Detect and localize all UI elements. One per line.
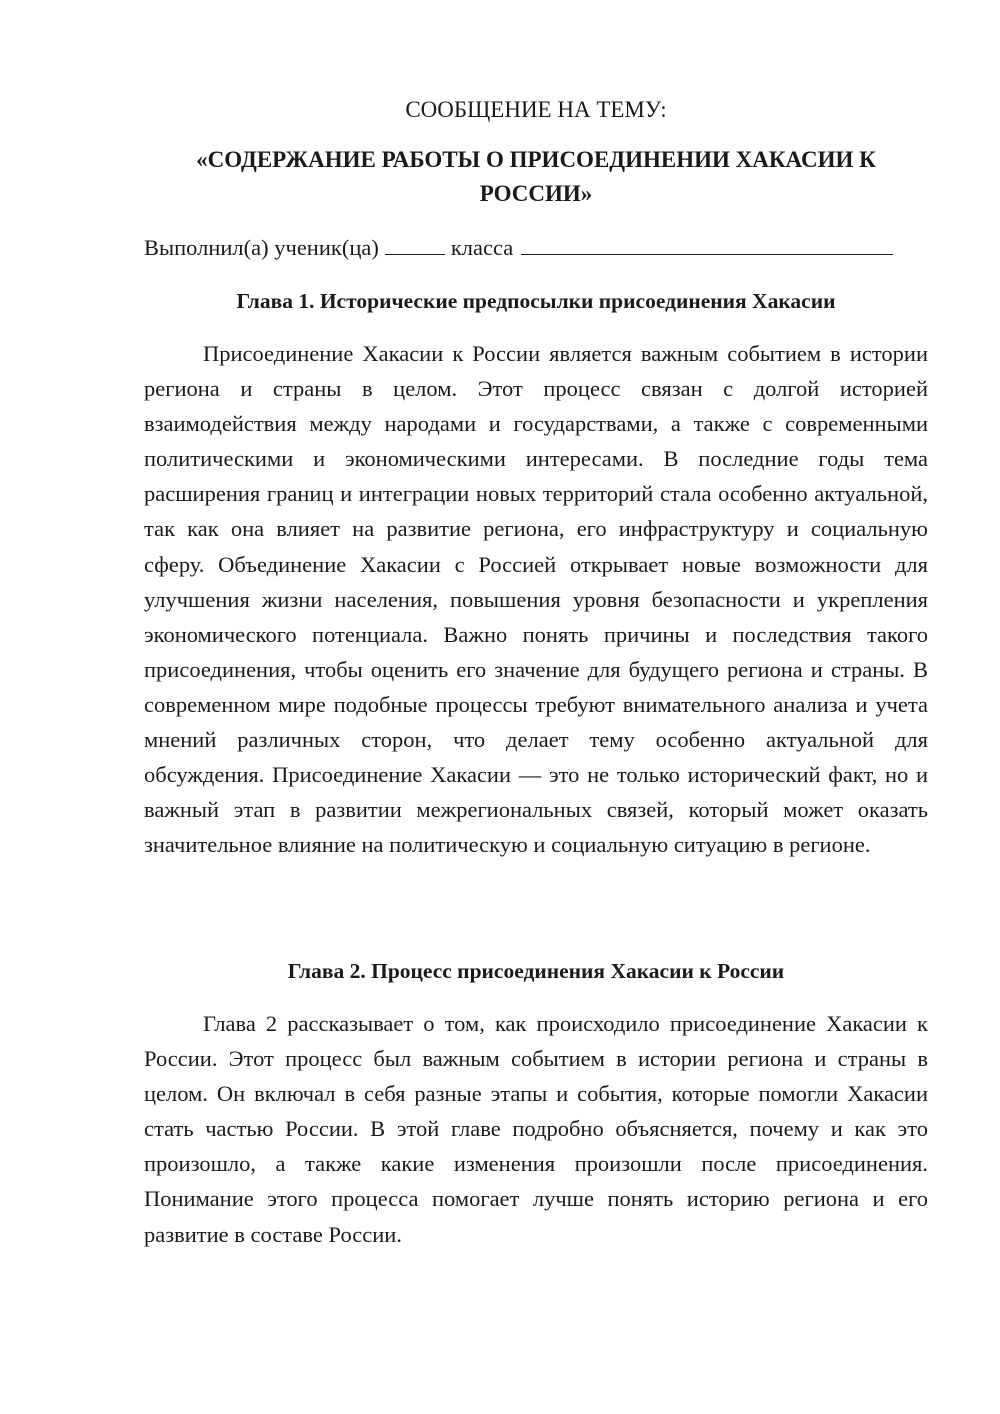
document-title: «СОДЕРЖАНИЕ РАБОТЫ О ПРИСОЕДИНЕНИИ ХАКАСИИ К РОССИИ»	[196, 147, 876, 206]
chapter-1-paragraph: Присоединение Хакасии к России является важным событием в истории региона и страны в целом. Этот процесс связан с долгой историей взаимодействия между народами и государствами, а также с современными политическими и экономическими интересами. В последние годы тема расширения границ и интеграции новых территорий стала особенно актуальной, так как она влияет на развитие региона, его инфраструктуру и социальную сферу. Объединение Хакасии с Россией открывает новые возможности для улучшения жизни населения, повышения уровня безопасности и укрепления экономического потенциала. Важно понять причины и последствия такого присоединения, чтобы оценить его значение для будущего региона и страны. В современном мире подобные процессы требуют внимательного анализа и учета мнений различных сторон, что делает тему особенно актуальной для обсуждения. Присоединение Хакасии — это не только исторический факт, но и важный этап в развитии межрегиональных связей, который может оказать значительное влияние на политическую и социальную ситуацию в регионе.	[144, 341, 928, 858]
author-line	[144, 232, 928, 263]
message-topic-label: СООБЩЕНИЕ НА ТЕМУ:	[405, 97, 667, 122]
chapter-2-paragraph: Глава 2 рассказывает о том, как происходило присоединение Хакасии к России. Этот процесс был важным событием в истории региона и страны в целом. Он включал в себя разные этапы и события, которые помогли Хакасии стать частью России. В этой главе подробно объясняется, почему и как это произошло, а также какие изменения произошли после присоединения. Понимание этого процесса помогает лучше понять историю региона и его развитие в составе России.	[144, 1011, 928, 1247]
chapter-1-heading: Глава 1. Исторические предпосылки присоединения Хакасии	[236, 289, 836, 313]
chapter-2-heading: Глава 2. Процесс присоединения Хакасии к России	[287, 959, 785, 983]
student-name-blank[interactable]	[521, 232, 893, 255]
class-label: класса	[450, 235, 514, 260]
author-label: Выполнил(а) ученик(ца)	[144, 235, 379, 260]
grade-blank[interactable]	[385, 232, 445, 255]
